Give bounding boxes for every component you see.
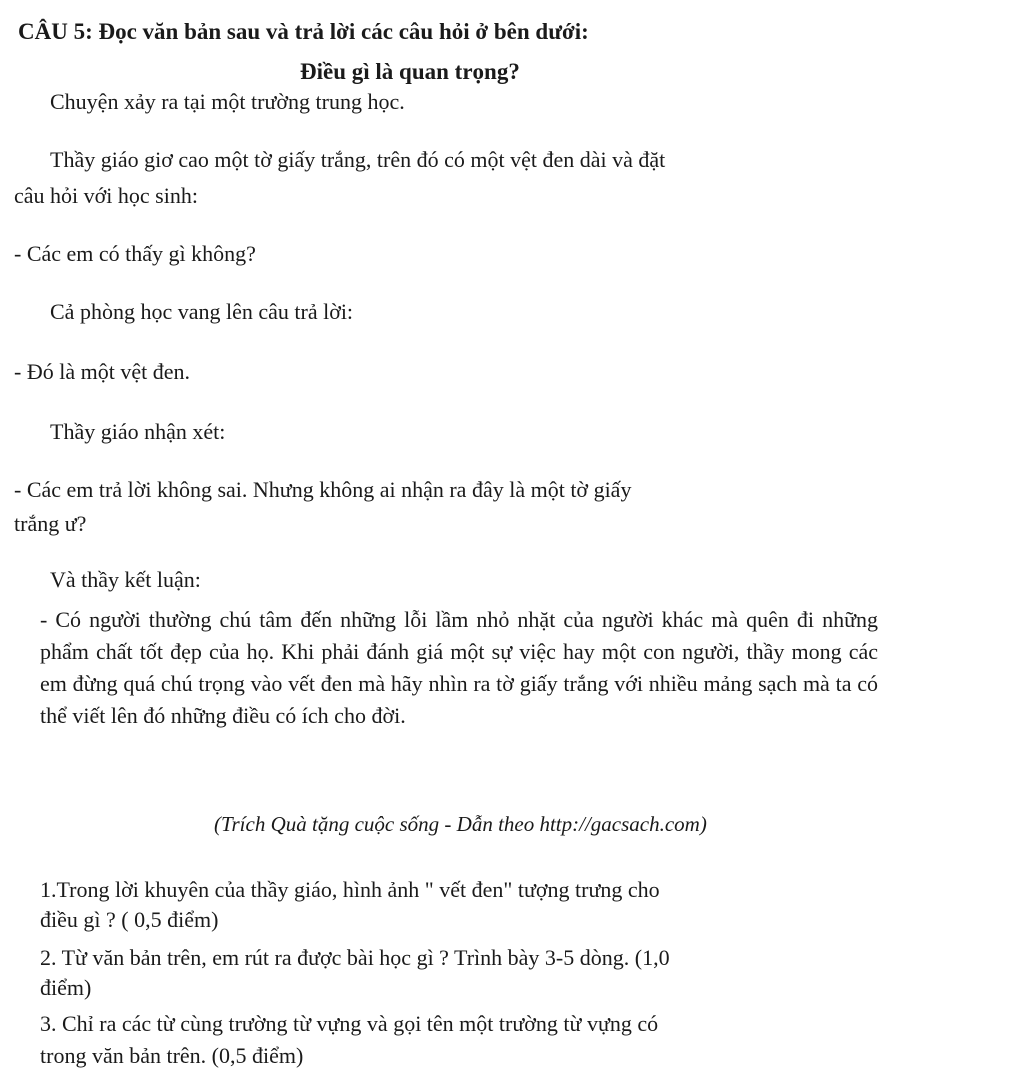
source-citation: (Trích Quà tặng cuộc sống - Dẫn theo http://gacsach.com): [214, 812, 707, 836]
story-line: - Các em có thấy gì không?: [14, 241, 256, 266]
story-line: Và thầy kết luận:: [50, 567, 201, 592]
question-2: điểm): [40, 975, 92, 1000]
story-line: - Đó là một vệt đen.: [14, 359, 190, 384]
story-line: Chuyện xảy ra tại một trường trung học.: [50, 89, 405, 114]
question-1: điều gì ? ( 0,5 điểm): [40, 907, 219, 932]
question-3: trong văn bản trên. (0,5 điểm): [40, 1043, 304, 1068]
question-heading: CÂU 5: Đọc văn bản sau và trả lời các câu hỏi ở bên dưới:: [18, 19, 589, 44]
story-line: Cả phòng học vang lên câu trả lời:: [50, 299, 354, 324]
passage-title: Điều gì là quan trọng?: [300, 59, 520, 84]
question-1: 1.Trong lời khuyên của thầy giáo, hình ảnh " vết đen" tượng trưng cho: [40, 877, 660, 902]
story-line: câu hỏi với học sinh:: [14, 183, 198, 208]
story-line: Thầy giáo nhận xét:: [50, 419, 226, 444]
story-line: - Các em trả lời không sai. Nhưng không ai nhận ra đây là một tờ giấy: [14, 477, 632, 502]
story-line: trắng ư?: [14, 511, 87, 536]
teacher-conclusion: - Có người thường chú tâm đến những lỗi lầm nhỏ nhặt của người khác mà quên đi những phẩm chất tốt đẹp của họ. Khi phải đánh giá một sự việc hay một con người, thầy mong các em đừng quá chú trọng vào vết đen mà hãy nhìn ra tờ giấy trắng với nhiều mảng sạch mà ta có thể viết lên đó những điều có ích cho đời.: [40, 607, 878, 728]
story-line: Thầy giáo giơ cao một tờ giấy trắng, trên đó có một vệt đen dài và đặt: [50, 147, 666, 172]
question-3: 3. Chỉ ra các từ cùng trường từ vựng và gọi tên một trường từ vựng có: [40, 1011, 659, 1036]
question-2: 2. Từ văn bản trên, em rút ra được bài học gì ? Trình bày 3-5 dòng. (1,0: [40, 945, 670, 970]
